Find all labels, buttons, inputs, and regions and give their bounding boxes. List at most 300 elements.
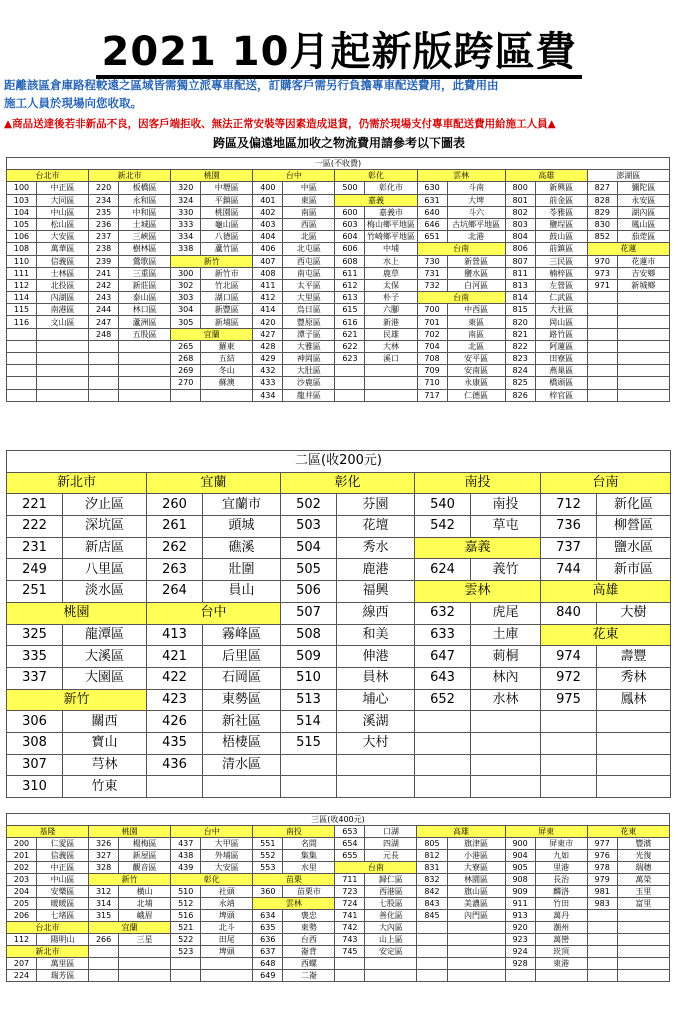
district-name: [119, 353, 171, 365]
postal-code: 504: [281, 537, 337, 559]
district-name: 中山區: [37, 206, 89, 218]
postal-code: 640: [417, 206, 447, 218]
district-name: 員林: [337, 667, 415, 689]
postal-code: 649: [253, 970, 283, 982]
postal-code: 540: [415, 494, 471, 516]
district-name: 林口區: [119, 304, 171, 316]
postal-code: 111: [7, 267, 37, 279]
district-name: [597, 711, 671, 733]
postal-code: 542: [415, 516, 471, 538]
postal-code: 711: [335, 874, 365, 886]
district-name: 線西: [337, 602, 415, 624]
district-name: 沙鹿區: [283, 377, 335, 389]
postal-code: 741: [335, 910, 365, 922]
postal-code: 831: [417, 862, 447, 874]
table-row: [7, 886, 670, 898]
postal-code: 646: [417, 218, 447, 230]
postal-code: [7, 389, 37, 401]
district-name: [119, 958, 171, 970]
postal-code: 911: [505, 898, 535, 910]
district-name: 大埤: [447, 194, 505, 206]
district-name: 士林區: [37, 267, 89, 279]
region-header: 桃園: [171, 170, 253, 182]
postal-code: 303: [171, 292, 201, 304]
table-row: [7, 231, 670, 243]
district-name: 三重區: [119, 267, 171, 279]
district-name: [617, 304, 669, 316]
district-name: 鹽水區: [597, 537, 671, 559]
region-header: 台南: [417, 243, 505, 255]
district-name: 麟洛: [535, 886, 587, 898]
postal-code: 222: [7, 516, 63, 538]
postal-code: 832: [417, 874, 447, 886]
district-name: 土城區: [119, 218, 171, 230]
postal-code: 404: [253, 231, 283, 243]
district-name: 大寮區: [447, 862, 505, 874]
district-name: 善化區: [365, 910, 417, 922]
district-name: 岡山區: [535, 316, 587, 328]
zone-caption: 二區(收200元): [7, 451, 671, 473]
postal-code: [335, 389, 365, 401]
district-name: [471, 754, 541, 776]
postal-code: 823: [505, 353, 535, 365]
table-row: [7, 711, 671, 733]
district-name: 中正區: [37, 182, 89, 194]
district-name: 歸仁區: [365, 874, 417, 886]
district-name: 名間: [283, 838, 335, 850]
postal-code: 905: [505, 862, 535, 874]
district-name: 中埔: [365, 243, 417, 255]
district-name: 五股區: [119, 328, 171, 340]
postal-code: 928: [505, 958, 535, 970]
postal-code: 242: [89, 279, 119, 291]
district-name: 豐原區: [283, 316, 335, 328]
postal-code: 200: [7, 838, 37, 850]
district-name: 新竹市: [201, 267, 253, 279]
region-header: 屏東: [505, 826, 587, 838]
postal-code: 811: [505, 267, 535, 279]
postal-code: 422: [147, 667, 203, 689]
district-name: 長治: [535, 874, 587, 886]
postal-code: 337: [7, 667, 63, 689]
postal-code: 248: [89, 328, 119, 340]
postal-code: 651: [417, 231, 447, 243]
district-name: 芬園: [337, 494, 415, 516]
region-header: 新竹: [89, 874, 171, 886]
district-name: 關西: [63, 711, 147, 733]
postal-code: 421: [147, 646, 203, 668]
district-name: 寶山: [63, 732, 147, 754]
district-name: 新興區: [535, 182, 587, 194]
district-name: [617, 365, 669, 377]
postal-code: 310: [7, 776, 63, 798]
district-name: 壽豐: [597, 646, 671, 668]
postal-code: 843: [417, 898, 447, 910]
table-row: [7, 958, 670, 970]
district-name: 北區: [447, 340, 505, 352]
district-name: 樹林區: [119, 243, 171, 255]
district-name: 平鎮區: [201, 194, 253, 206]
district-name: 北投區: [37, 279, 89, 291]
postal-code: [587, 365, 617, 377]
district-name: 光復: [617, 850, 669, 862]
district-name: 溪口: [365, 353, 417, 365]
postal-code: 413: [147, 624, 203, 646]
district-name: 美濃區: [447, 898, 505, 910]
postal-code: 270: [171, 377, 201, 389]
district-name: 深坑區: [63, 516, 147, 538]
district-name: 七股區: [365, 898, 417, 910]
postal-code: 201: [7, 850, 37, 862]
postal-code: 828: [587, 194, 617, 206]
postal-code: [7, 365, 37, 377]
table-row: [7, 267, 670, 279]
district-name: 里港: [535, 862, 587, 874]
postal-code: 842: [417, 886, 447, 898]
postal-code: 406: [253, 243, 283, 255]
table-row: [7, 838, 670, 850]
zone3-table: [6, 813, 670, 982]
district-name: 秀林: [597, 667, 671, 689]
postal-code: 247: [89, 316, 119, 328]
postal-code: 314: [89, 898, 119, 910]
postal-code: 414: [253, 304, 283, 316]
postal-code: 249: [7, 559, 63, 581]
postal-code: [587, 292, 617, 304]
postal-code: [417, 946, 447, 958]
district-name: 林內: [471, 667, 541, 689]
district-name: 竹北區: [201, 279, 253, 291]
postal-code: 523: [171, 946, 201, 958]
postal-code: 326: [89, 838, 119, 850]
postal-code: 553: [253, 862, 283, 874]
postal-code: [587, 328, 617, 340]
district-name: 北區: [283, 231, 335, 243]
region-header: 桃園: [89, 826, 171, 838]
district-name: 暖暖區: [37, 898, 89, 910]
district-name: 山上區: [365, 934, 417, 946]
postal-code: 438: [171, 850, 201, 862]
table-row: [7, 304, 670, 316]
postal-code: 427: [253, 328, 283, 340]
district-name: 鹽埕區: [535, 218, 587, 230]
table-row: [7, 353, 670, 365]
region-header: 宜蘭: [89, 922, 171, 934]
district-name: 烏日區: [283, 304, 335, 316]
postal-code: 981: [587, 886, 617, 898]
postal-code: 327: [89, 850, 119, 862]
postal-code: 732: [417, 279, 447, 291]
district-name: 大安區: [201, 862, 253, 874]
district-name: 龍潭區: [63, 624, 147, 646]
postal-code: 104: [7, 206, 37, 218]
district-name: 新城鄉: [617, 279, 669, 291]
district-name: 福興: [337, 581, 415, 603]
district-name: 林園區: [447, 874, 505, 886]
postal-code: 631: [417, 194, 447, 206]
district-name: 彰化市: [365, 182, 417, 194]
district-name: 橋頭區: [535, 377, 587, 389]
district-name: 旗山區: [447, 886, 505, 898]
postal-code: 514: [281, 711, 337, 733]
postal-code: 807: [505, 255, 535, 267]
district-name: 陽明山: [37, 934, 89, 946]
district-name: 南港區: [37, 304, 89, 316]
district-name: 白河區: [447, 279, 505, 291]
district-name: 太保: [365, 279, 417, 291]
region-header: 桃園: [7, 602, 147, 624]
district-name: [617, 958, 669, 970]
postal-code: 206: [7, 910, 37, 922]
postal-code: 328: [89, 862, 119, 874]
postal-code: [587, 304, 617, 316]
table-row: [7, 494, 671, 516]
district-name: 龍井區: [283, 389, 335, 401]
region-header: 彰化: [171, 874, 253, 886]
district-name: 路竹區: [535, 328, 587, 340]
postal-code: 516: [171, 910, 201, 922]
district-name: 蘆洲區: [119, 316, 171, 328]
district-name: [119, 365, 171, 377]
postal-code: 435: [147, 732, 203, 754]
district-name: [365, 389, 417, 401]
postal-code: [417, 970, 447, 982]
district-name: 潮州: [535, 922, 587, 934]
region-header: 澎湖區: [587, 170, 669, 182]
postal-code: 300: [171, 267, 201, 279]
district-name: 永康區: [447, 377, 505, 389]
postal-code: 237: [89, 231, 119, 243]
district-name: 湖口區: [201, 292, 253, 304]
district-name: 員山: [203, 581, 281, 603]
postal-code: 502: [281, 494, 337, 516]
postal-code: [587, 316, 617, 328]
district-name: 豐濱: [617, 838, 669, 850]
district-name: 集集: [283, 850, 335, 862]
postal-code: 604: [335, 231, 365, 243]
district-name: 鹿草: [365, 267, 417, 279]
district-name: 永安區: [617, 194, 669, 206]
postal-code: 239: [89, 255, 119, 267]
table-row: [7, 279, 670, 291]
district-name: 安樂區: [37, 886, 89, 898]
district-name: 潭子區: [283, 328, 335, 340]
district-name: 中正區: [37, 862, 89, 874]
postal-code: [587, 389, 617, 401]
postal-code: 652: [415, 689, 471, 711]
district-name: 民雄: [365, 328, 417, 340]
postal-code: 701: [417, 316, 447, 328]
postal-code: [415, 754, 471, 776]
postal-code: 231: [7, 537, 63, 559]
postal-code: 821: [505, 328, 535, 340]
postal-code: 110: [7, 255, 37, 267]
district-name: 草屯: [471, 516, 541, 538]
district-name: [447, 922, 505, 934]
district-name: 新化區: [597, 494, 671, 516]
zone-caption: 一區(不收費): [7, 158, 670, 170]
district-name: 大社區: [535, 304, 587, 316]
table-row: [7, 194, 670, 206]
postal-code: 306: [7, 711, 63, 733]
table-row: [7, 206, 670, 218]
postal-code: 717: [417, 389, 447, 401]
table-row: [7, 581, 671, 603]
postal-code: [335, 377, 365, 389]
district-name: 竹田: [535, 898, 587, 910]
district-name: 和美: [337, 624, 415, 646]
postal-code: 265: [171, 340, 201, 352]
district-name: 安南區: [447, 365, 505, 377]
region-header: 花東: [541, 624, 671, 646]
postal-code: 745: [335, 946, 365, 958]
district-name: [617, 328, 669, 340]
postal-code: 632: [415, 602, 471, 624]
postal-code: 710: [417, 377, 447, 389]
postal-code: 723: [335, 886, 365, 898]
postal-code: 224: [7, 970, 37, 982]
district-name: 秀水: [337, 537, 415, 559]
postal-code: 975: [541, 689, 597, 711]
postal-code: [281, 776, 337, 798]
postal-code: 603: [335, 218, 365, 230]
region-header: 高雄: [417, 826, 505, 838]
region-header: 花蓮: [587, 243, 669, 255]
postal-code: 335: [7, 646, 63, 668]
district-name: 新埔區: [201, 316, 253, 328]
postal-code: 515: [281, 732, 337, 754]
table-row: [7, 934, 670, 946]
district-name: 中山區: [37, 874, 89, 886]
district-name: 茄萣區: [617, 231, 669, 243]
district-name: [37, 389, 89, 401]
table-row: [7, 754, 671, 776]
postal-code: [587, 910, 617, 922]
postal-code: 655: [335, 850, 365, 862]
postal-code: 744: [541, 559, 597, 581]
subheading: 跨區及偏遠地區加收之物流費用請參考以下圖表: [212, 136, 465, 150]
district-name: 桃園區: [201, 206, 253, 218]
postal-code: 634: [253, 910, 283, 922]
postal-code: 263: [147, 559, 203, 581]
district-name: [37, 328, 89, 340]
district-name: 水林: [471, 689, 541, 711]
district-name: 三民區: [535, 255, 587, 267]
postal-code: 812: [417, 850, 447, 862]
postal-code: 269: [171, 365, 201, 377]
region-header: 台中: [171, 826, 253, 838]
postal-code: 813: [505, 279, 535, 291]
district-name: 西區: [283, 218, 335, 230]
district-name: 台西: [283, 934, 335, 946]
postal-code: 845: [417, 910, 447, 922]
district-name: [365, 958, 417, 970]
postal-code: 615: [335, 304, 365, 316]
postal-code: 972: [541, 667, 597, 689]
postal-code: 800: [505, 182, 535, 194]
postal-code: 426: [147, 711, 203, 733]
postal-code: 730: [417, 255, 447, 267]
postal-code: [587, 922, 617, 934]
postal-code: 806: [505, 243, 535, 255]
postal-code: 203: [7, 874, 37, 886]
district-name: 萬巒: [535, 934, 587, 946]
postal-code: [89, 377, 119, 389]
table-row: [7, 255, 670, 267]
region-header: 台北市: [7, 170, 89, 182]
district-name: [37, 365, 89, 377]
district-name: 松山區: [37, 218, 89, 230]
postal-code: 971: [587, 279, 617, 291]
table-row: [7, 922, 670, 934]
postal-code: [417, 922, 447, 934]
postal-code: 513: [281, 689, 337, 711]
postal-code: 830: [587, 218, 617, 230]
table-row: [7, 862, 670, 874]
district-name: 社頭: [201, 886, 253, 898]
district-name: 大樹: [597, 602, 671, 624]
postal-code: 510: [171, 886, 201, 898]
postal-code: [587, 934, 617, 946]
postal-code: 510: [281, 667, 337, 689]
postal-code: 503: [281, 516, 337, 538]
postal-code: 420: [253, 316, 283, 328]
district-name: 埤頭: [201, 910, 253, 922]
region-header: 嘉義: [415, 537, 541, 559]
district-name: 水里: [283, 862, 335, 874]
table-row: [7, 218, 670, 230]
district-name: 汐止區: [63, 494, 147, 516]
postal-code: 437: [171, 838, 201, 850]
table-row: [7, 377, 670, 389]
district-name: 冬山: [201, 365, 253, 377]
district-name: [617, 922, 669, 934]
district-name: 前鎮區: [535, 243, 587, 255]
district-name: 新市區: [597, 559, 671, 581]
postal-code: 112: [7, 934, 37, 946]
table-row: [7, 316, 670, 328]
postal-code: 611: [335, 267, 365, 279]
district-name: [447, 946, 505, 958]
region-header: 南投: [415, 472, 541, 494]
postal-code: 305: [171, 316, 201, 328]
postal-code: [505, 970, 535, 982]
district-name: 鹿港: [337, 559, 415, 581]
district-name: 北斗: [201, 922, 253, 934]
district-name: [617, 946, 669, 958]
district-name: 永靖: [201, 898, 253, 910]
district-name: 七堵區: [37, 910, 89, 922]
district-name: 萬榮: [617, 874, 669, 886]
district-name: 田寮區: [535, 353, 587, 365]
table-row: [7, 776, 671, 798]
district-name: 大內區: [365, 922, 417, 934]
district-name: 新莊區: [119, 279, 171, 291]
postal-code: 702: [417, 328, 447, 340]
postal-code: [89, 365, 119, 377]
postal-code: 623: [335, 353, 365, 365]
postal-code: 731: [417, 267, 447, 279]
region-header: 雲林: [253, 898, 335, 910]
district-name: 田尾: [201, 934, 253, 946]
postal-code: 616: [335, 316, 365, 328]
region-header: 新北市: [7, 472, 147, 494]
district-name: 燕巢區: [535, 365, 587, 377]
table-row: [7, 946, 670, 958]
postal-code: 803: [505, 218, 535, 230]
district-name: [337, 754, 415, 776]
postal-code: 115: [7, 304, 37, 316]
